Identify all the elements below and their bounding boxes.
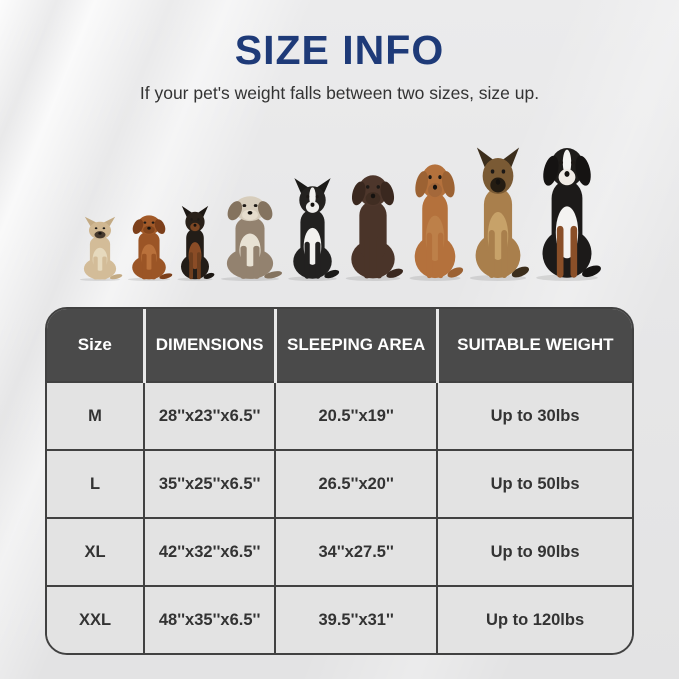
table-cell: Up to 50lbs xyxy=(437,450,632,518)
table-cell: 42''x32''x6.5'' xyxy=(144,518,275,586)
table-row xyxy=(47,586,632,653)
column-header: DIMENSIONS xyxy=(144,309,275,382)
table-cell: M xyxy=(47,382,144,450)
table-cell: XL xyxy=(47,518,144,586)
dog-vizsla xyxy=(406,153,464,281)
size-table-container xyxy=(45,307,634,655)
table-cell: 48''x35''x6.5'' xyxy=(144,586,275,653)
table-cell: 35''x25''x6.5'' xyxy=(144,450,275,518)
page-subtitle: If your pet's weight falls between two sizes, size up. xyxy=(139,83,540,103)
size-table xyxy=(47,309,632,653)
table-cell: Up to 120lbs xyxy=(437,586,632,653)
column-header: Size xyxy=(47,309,144,382)
header-row xyxy=(47,309,632,382)
table-cell: 34''x27.5'' xyxy=(275,518,437,586)
dogs-lineup-image xyxy=(0,131,679,281)
size-table-header xyxy=(47,309,632,382)
dog-cavalier-king-charles-spaniel xyxy=(125,209,173,281)
table-row xyxy=(47,518,632,586)
dog-border-collie xyxy=(285,177,340,281)
table-cell: 26.5''x20'' xyxy=(275,450,437,518)
dog-bernese-mountain-dog xyxy=(532,135,602,281)
table-row xyxy=(47,382,632,450)
table-cell: Up to 30lbs xyxy=(437,382,632,450)
table-row xyxy=(47,450,632,518)
column-header: SUITABLE WEIGHT xyxy=(437,309,632,382)
column-header: SLEEPING AREA xyxy=(275,309,437,382)
table-cell: L xyxy=(47,450,144,518)
table-cell: 28''x23''x6.5'' xyxy=(144,382,275,450)
dog-german-shepherd xyxy=(466,146,530,281)
table-cell: 20.5''x19'' xyxy=(275,382,437,450)
dog-french-bulldog xyxy=(77,216,123,281)
table-cell: 39.5''x31'' xyxy=(275,586,437,653)
size-table-body xyxy=(47,382,632,653)
dog-chocolate-labrador xyxy=(342,165,404,281)
dog-english-bulldog xyxy=(217,188,283,281)
page-title: SIZE INFO xyxy=(234,27,445,73)
dog-miniature-pinscher xyxy=(175,205,215,281)
table-cell: XXL xyxy=(47,586,144,653)
table-cell: Up to 90lbs xyxy=(437,518,632,586)
